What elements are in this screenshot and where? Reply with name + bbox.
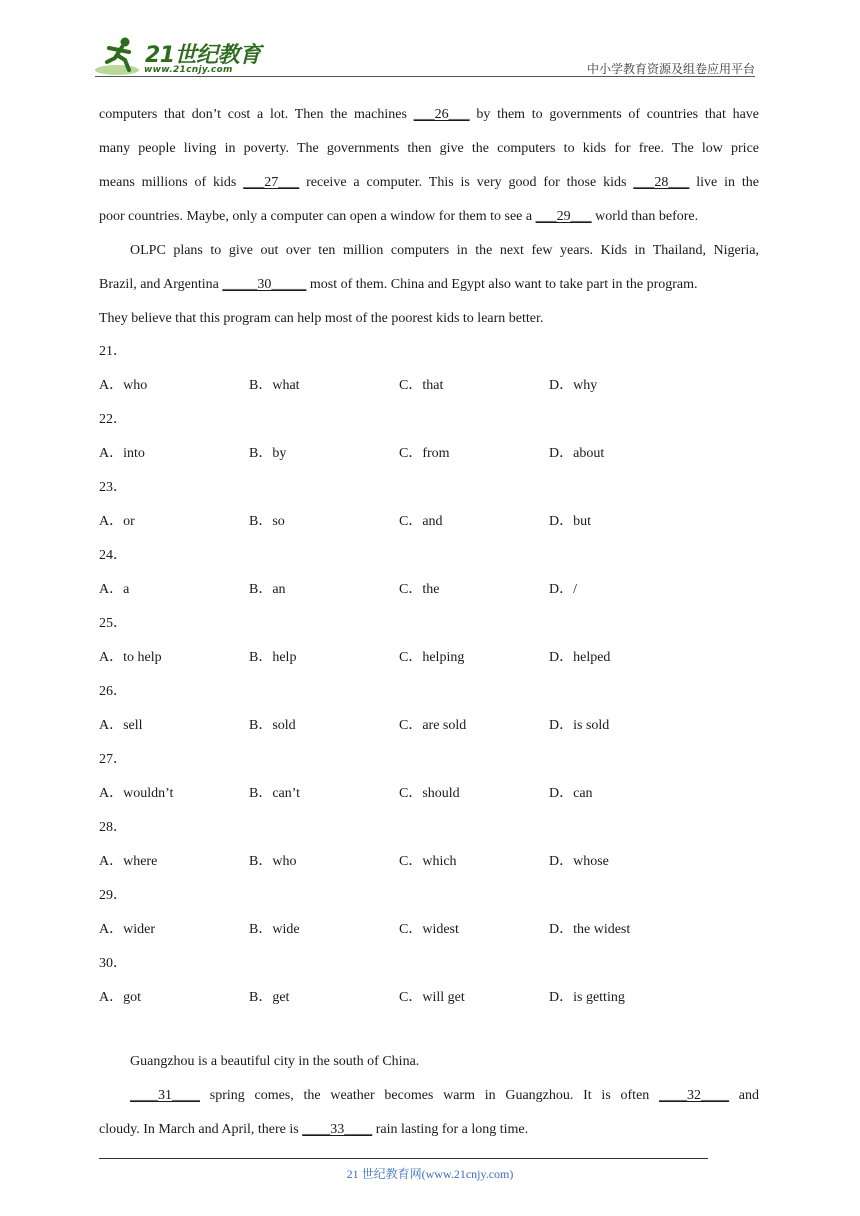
option-c: C．and [399,514,443,529]
logo-url: www.21cnjy.com [144,65,233,75]
option-row [99,981,759,1015]
passage-line: OLPC plans to give out over ten million computers in the next few years. Kids in Thailand, Nigeria, [130,243,759,258]
option-b: B．so [249,514,285,529]
option-b: B．help [249,650,297,665]
option-d: D．the widest [549,922,631,937]
option-c: C．widest [399,922,459,937]
text-run: most of them. China and Egypt also want to take part in the program. [306,277,698,292]
passage-line: They believe that this program can help most of the poorest kids to learn better. [99,311,544,326]
option-row [99,913,759,947]
option-row [99,709,759,743]
option-a: A．into [99,446,145,461]
question-24 [99,539,759,607]
option-d: D．is sold [549,718,610,733]
question-number: 29． [99,888,127,903]
option-c: C．are sold [399,718,467,733]
passage-line [99,200,759,234]
option-row [99,845,759,879]
option-c: C．which [399,854,457,869]
question-23 [99,471,759,539]
option-d: D．/ [549,582,577,597]
option-d: D．but [549,514,591,529]
header-divider [95,76,755,77]
option-row [99,369,759,403]
blank-33: ____33____ [302,1122,373,1137]
option-b: B．by [249,446,287,461]
question-26 [99,675,759,743]
option-row [99,641,759,675]
passage-line [99,1113,759,1147]
passage-two [99,1045,759,1147]
option-a: A．or [99,514,135,529]
blank-32: ____32____ [659,1088,730,1103]
question-number: 25． [99,616,127,631]
option-b: B．an [249,582,286,597]
option-c: C．helping [399,650,465,665]
option-b: B．wide [249,922,300,937]
runner-logo-icon [95,34,145,78]
text-run: cloudy. In March and April, there is [99,1122,303,1137]
passage-line [99,1079,759,1113]
passage-line: Guangzhou is a beautiful city in the south of China. [130,1054,420,1069]
page-header [95,30,755,80]
question-25 [99,607,759,675]
option-b: B．what [249,378,300,393]
blank-27: ___27___ [243,175,300,190]
question-22 [99,403,759,471]
question-28 [99,811,759,879]
text-run: and [729,1088,759,1103]
option-c: C．will get [399,990,465,1005]
option-c: C．from [399,446,450,461]
option-a: A．wider [99,922,155,937]
option-d: D．can [549,786,593,801]
option-row [99,437,759,471]
option-a: A．who [99,378,148,393]
option-row [99,505,759,539]
option-c: C．should [399,786,460,801]
option-b: B．sold [249,718,296,733]
text-run: rain lasting for a long time. [372,1122,529,1137]
text-run: poor countries. Maybe, only a computer can open a window for them to see a [99,209,536,224]
blank-28: ___28___ [633,175,690,190]
question-number: 24． [99,548,127,563]
option-c: C．that [399,378,444,393]
option-row [99,777,759,811]
text-run: live in the [689,175,759,190]
question-number: 27． [99,752,127,767]
option-d: D．whose [549,854,609,869]
passage-line [99,98,759,132]
option-b: B．can’t [249,786,301,801]
header-tagline: 中小学教育资源及组卷应用平台 [586,62,755,76]
option-a: A．wouldn’t [99,786,174,801]
option-c: C．the [399,582,440,597]
text-run: Brazil, and Argentina [99,277,223,292]
passage-line: many people living in poverty. The governments then give the computers to kids for free. The low price [99,141,759,156]
question-27 [99,743,759,811]
text-run: by them to governments of countries that have [469,107,759,122]
passage-one [99,98,759,336]
question-number: 23． [99,480,127,495]
passage-line [99,166,759,200]
option-a: A．to help [99,650,162,665]
option-b: B．who [249,854,297,869]
question-21 [99,335,759,403]
text-run: computers that don’t cost a lot. Then the machines [99,107,414,122]
question-number: 28． [99,820,127,835]
question-number: 21． [99,344,127,359]
option-d: D．why [549,378,598,393]
option-a: A．where [99,854,158,869]
option-b: B．get [249,990,290,1005]
option-d: D．helped [549,650,611,665]
text-run: world than before. [591,209,699,224]
site-logo [95,34,265,78]
option-d: D．about [549,446,605,461]
blank-26: ___26___ [413,107,470,122]
text-run: receive a computer. This is very good for those kids [299,175,634,190]
footer-divider [99,1158,708,1159]
question-number: 26． [99,684,127,699]
question-number: 30． [99,956,127,971]
question-29 [99,879,759,947]
option-row [99,573,759,607]
text-run: spring comes, the weather becomes warm in Guangzhou. It is often [200,1088,660,1103]
question-number: 22． [99,412,127,427]
question-list [99,335,759,1015]
logo-text: 21世纪教育 [145,43,261,68]
question-30 [99,947,759,1015]
option-a: A．got [99,990,141,1005]
option-a: A．a [99,582,130,597]
passage-line [99,268,759,302]
blank-29: ___29___ [535,209,592,224]
option-a: A．sell [99,718,143,733]
blank-30: _____30_____ [222,277,307,292]
page-footer: 21 世纪教育网(www.21cnjy.com) [346,1167,514,1181]
option-d: D．is getting [549,990,625,1005]
blank-31: ____31____ [130,1088,200,1103]
text-run: means millions of kids [99,175,244,190]
